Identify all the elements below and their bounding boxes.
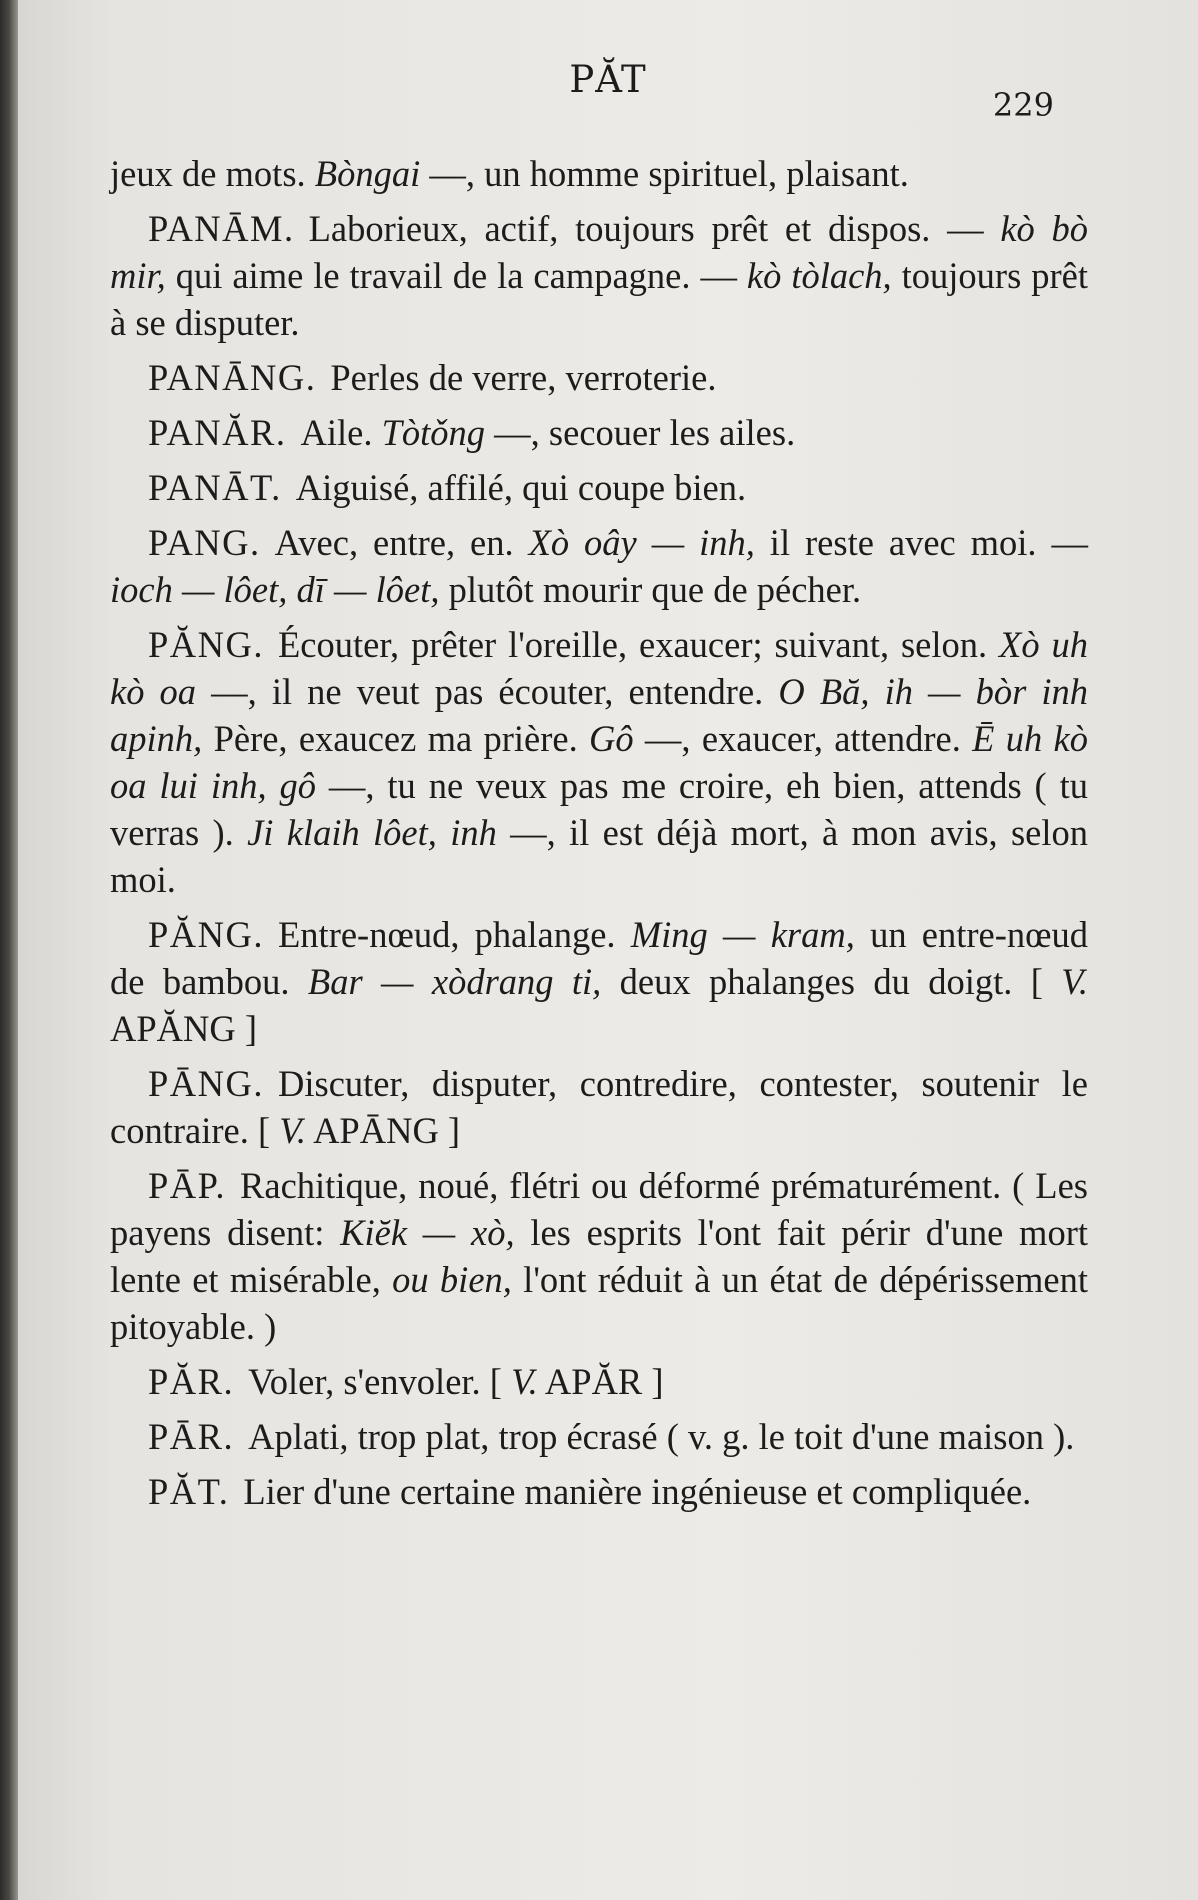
- entry-text: deux phalanges du doigt. [: [601, 961, 1062, 1002]
- italic-example: Kiĕk — xò,: [340, 1212, 515, 1253]
- italic-example: Ji klaih lôet, inh: [247, 812, 497, 853]
- entry-text: jeux de mots.: [110, 153, 315, 194]
- italic-example: ou bien,: [392, 1259, 512, 1300]
- entry-text: Entre-nœud, phalange.: [278, 914, 631, 955]
- entry-text: Rachitique, noué, flétri ou déformé prématurément. ( Les payens disent:: [110, 1165, 1088, 1253]
- italic-example: V.: [511, 1361, 538, 1402]
- italic-example: kò bò mir,: [110, 208, 1089, 296]
- entry-text: —, il est déjà mort, à mon avis, selon moi.: [110, 812, 1088, 900]
- entry-headword: PANĀNG.: [148, 357, 317, 398]
- entry-text: Aplati, trop plat, trop écrasé ( v. g. le toit d'une maison ).: [248, 1416, 1075, 1457]
- italic-example: Bòngai: [314, 153, 421, 194]
- italic-example: V.: [1061, 961, 1088, 1002]
- entry-text: les esprits l'ont fait périr d'une mort lente et misérable,: [110, 1212, 1088, 1300]
- dictionary-entry: [110, 519, 1088, 613]
- entry-text: Père, exaucez ma prière.: [202, 718, 590, 759]
- dictionary-page: [18, 0, 1198, 1900]
- italic-example: Bar — xòdrang ti,: [307, 961, 602, 1002]
- entry-continuation: [110, 150, 1088, 197]
- entry-text: il reste avec moi. —: [754, 522, 1089, 563]
- dictionary-entry: [110, 409, 1088, 456]
- dictionary-entry: [110, 205, 1088, 346]
- entry-headword: PANĂR.: [148, 412, 287, 453]
- entry-text: l'ont réduit à un état de dépérissement pitoyable. ): [110, 1259, 1088, 1347]
- italic-example: Xò oây — inh,: [528, 522, 755, 563]
- entry-headword: PĂT.: [148, 1471, 230, 1512]
- entry-text: APĀNG ]: [305, 1110, 461, 1151]
- entry-text: APĂR ]: [537, 1361, 664, 1402]
- dictionary-entry: [110, 1162, 1088, 1350]
- entry-headword: PĀR.: [148, 1416, 235, 1457]
- dictionary-entries: [110, 150, 1088, 1523]
- italic-example: Ē uh kò oa lui inh, gô: [110, 718, 1088, 806]
- dictionary-entry: [110, 1468, 1088, 1515]
- entry-text: Lier d'une certaine manière ingénieuse et compliquée.: [243, 1471, 1032, 1512]
- entry-text: qui aime le travail de la campagne. —: [165, 255, 747, 296]
- entry-text: Perles de verre, verroterie.: [330, 357, 717, 398]
- entry-text: —, il ne veut pas écouter, entendre.: [196, 671, 779, 712]
- entry-text: APĂNG ]: [110, 1008, 258, 1049]
- dictionary-entry: [110, 1060, 1088, 1154]
- book-spine-shadow: [0, 0, 18, 1900]
- italic-example: Ming — kram,: [630, 914, 855, 955]
- entry-text: Avec, entre, en.: [274, 522, 529, 563]
- entry-headword: PANĀT.: [148, 467, 282, 508]
- entry-text: toujours prêt à se disputer.: [110, 255, 1088, 343]
- italic-example: kò tòlach,: [746, 255, 892, 296]
- entry-text: Aiguisé, affilé, qui coupe bien.: [295, 467, 747, 508]
- entry-text: Laborieux, actif, toujours prêt et dispos. —: [308, 208, 1001, 249]
- dictionary-entry: [110, 1358, 1088, 1405]
- entry-text: —, secouer les ailes.: [485, 412, 796, 453]
- entry-headword: PANĀM.: [148, 208, 295, 249]
- entry-text: —, tu ne veux pas me croire, eh bien, attends ( tu verras ).: [110, 765, 1088, 853]
- italic-example: O Bă, ih — bòr inh apinh,: [110, 671, 1088, 759]
- italic-example: Gô: [589, 718, 634, 759]
- entry-text: Aile.: [300, 412, 382, 453]
- entry-headword: PĂR.: [148, 1361, 235, 1402]
- dictionary-entry: [110, 911, 1088, 1052]
- entry-headword: PANG.: [148, 522, 261, 563]
- italic-example: Xò uh kò oa: [110, 624, 1088, 712]
- dictionary-entry: [110, 1413, 1088, 1460]
- entry-text: Voler, s'envoler. [: [248, 1361, 512, 1402]
- entry-text: —, exaucer, attendre.: [633, 718, 973, 759]
- italic-example: ioch — lôet, dī — lôet,: [110, 569, 440, 610]
- entry-headword: PĂNG.: [148, 624, 265, 665]
- entry-headword: PĀP.: [148, 1165, 227, 1206]
- dictionary-entry: [110, 464, 1088, 511]
- entry-text: un entre-nœud de bambou.: [110, 914, 1088, 1002]
- italic-example: V.: [279, 1110, 306, 1151]
- entry-text: plutôt mourir que de pécher.: [439, 569, 862, 610]
- dictionary-entry: [110, 354, 1088, 401]
- running-head: PĂT: [569, 58, 647, 101]
- entry-text: Discuter, disputer, contredire, contester, soutenir le contraire. [: [110, 1063, 1088, 1151]
- entry-text: Écouter, prêter l'oreille, exaucer; suivant, selon.: [278, 624, 1000, 665]
- dictionary-entry: [110, 621, 1088, 903]
- entry-headword: PĀNG.: [148, 1063, 265, 1104]
- page-number: 229: [992, 86, 1054, 124]
- italic-example: Tòtǒng: [381, 412, 486, 453]
- entry-headword: PĂNG.: [148, 914, 265, 955]
- entry-text: —, un homme spirituel, plaisant.: [420, 153, 909, 194]
